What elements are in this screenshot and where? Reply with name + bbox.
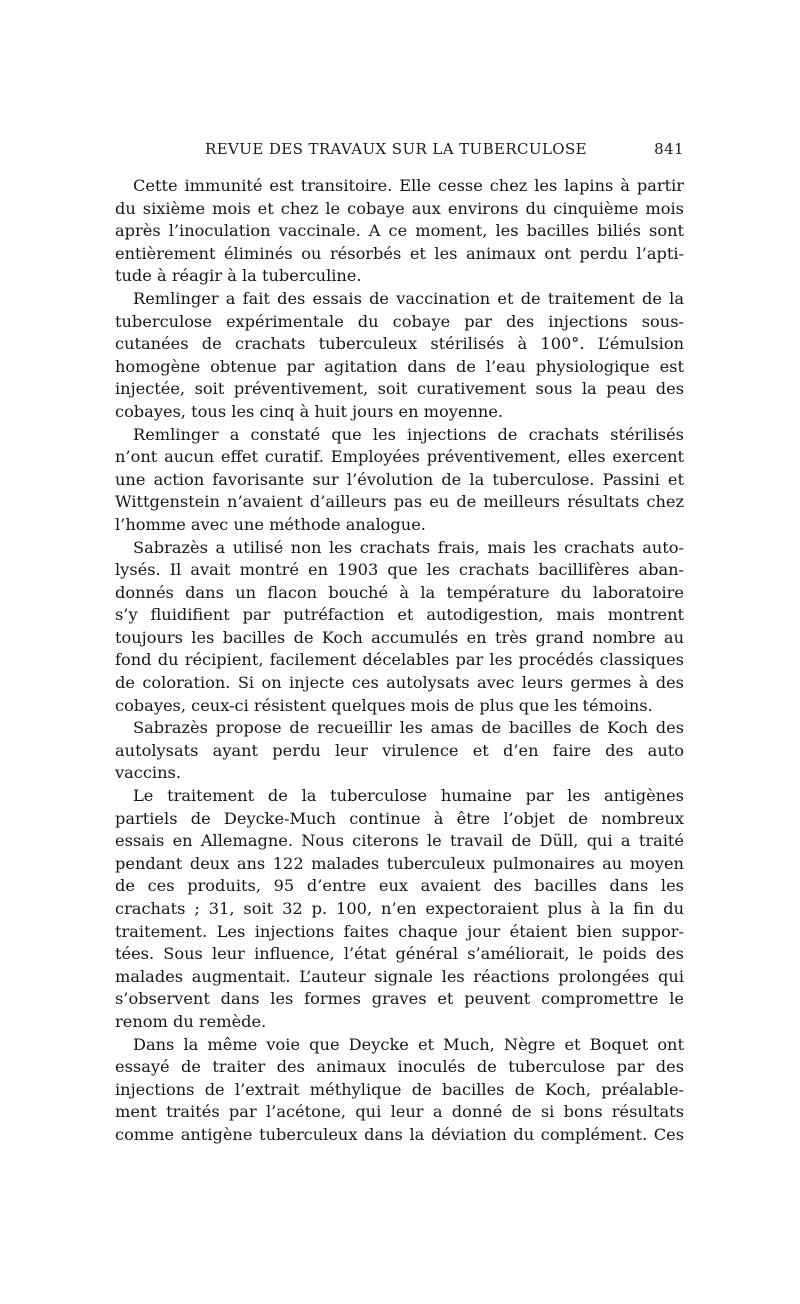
text-line: vaccins. [115,763,181,783]
text-line: essais en Allemagne. Nous citerons le travail de Düll, qui a traité [115,831,684,851]
text-line: tées. Sous leur influence, l’état général s’améliorait, le poids des [115,944,684,964]
text-line: n’ont aucun effet curatif. Employées préventivement, elles exercent [115,447,684,467]
text-line: entièrement éliminés ou résorbés et les animaux ont perdu l’apti- [115,243,684,263]
text-line: Wittgenstein n’avaient d’ailleurs pas eu de meilleurs résultats chez [115,492,684,512]
text-line: injectée, soit préventivement, soit curativement sous la peau des [115,379,684,399]
text-line: Sabrazès a utilisé non les crachats frais, mais les crachats auto- [133,537,684,557]
text-line: s’observent dans les formes graves et peuvent compromettre le [115,989,684,1009]
text-line: cobayes, ceux-ci résistent quelques mois de plus que les témoins. [115,695,653,715]
text-line: l’homme avec une méthode analogue. [115,514,426,534]
text-line: Remlinger a fait des essais de vaccination et de traitement de la [133,288,684,308]
text-line: une action favorisante sur l’évolution de la tuberculose. Passini et [115,469,684,489]
text-line: fond du récipient, facilement décelables par les procédés classiques [115,650,684,670]
text-line: du sixième mois et chez le cobaye aux environs du cinquième mois [115,198,684,218]
text-line: Cette immunité est transitoire. Elle cesse chez les lapins à partir [133,176,684,195]
page-number: 841 [654,140,684,158]
text-line: pendant deux ans 122 malades tuberculeux pulmonaires au moyen [115,853,684,873]
text-line: ment traités par l’acétone, qui leur a donné de si bons résultats [115,1102,684,1122]
text-line: après l’inoculation vaccinale. A ce moment, les bacilles biliés sont [115,221,684,241]
text-line: crachats ; 31, soit 32 p. 100, n’en expectoraient plus à la fin du [115,899,684,918]
text-line: de ces produits, 95 d’entre eux avaient des bacilles dans les [115,876,684,896]
body-text [115,175,684,1147]
text-line: Sabrazès propose de recueillir les amas de bacilles de Koch des [133,718,684,738]
text-line: s’y fluidifient par putréfaction et autodigestion, mais montrent [115,605,684,625]
text-line: tude à réagir à la tuberculine. [115,266,362,286]
running-title: REVUE DES TRAVAUX SUR LA TUBERCULOSE [205,140,588,158]
text-line: malades augmentait. L’auteur signale les réactions prolongées qui [115,966,684,986]
text-line: Dans la même voie que Deycke et Much, Nègre et Boquet ont [133,1034,684,1054]
text-line: toujours les bacilles de Koch accumulés en très grand nombre au [115,627,684,647]
text-line: Remlinger a constaté que les injections de crachats stérilisés [133,424,684,444]
text-line: partiels de Deycke-Much continue à être l’objet de nombreux [115,808,684,828]
text-line: cutanées de crachats tuberculeux stérilisés à 100°. L’émulsion [115,334,684,354]
text-line: de coloration. Si on injecte ces autolysats avec leurs germes à des [115,673,684,693]
text-line: cobayes, tous les cinq à huit jours en moyenne. [115,401,504,421]
text-line: injections de l’extrait méthylique de bacilles de Koch, préalable- [115,1079,684,1099]
text-line: Le traitement de la tuberculose humaine par les antigènes [133,786,684,806]
text-line: tuberculose expérimentale du cobaye par des injections sous- [115,311,684,331]
text-line: homogène obtenue par agitation dans de l’eau physiologique est [115,356,684,376]
text-line: donnés dans un flacon bouché à la température du laboratoire [115,582,684,602]
text-line: renom du remède. [115,1011,267,1031]
text-line: comme antigène tuberculeux dans la déviation du complément. Ces [115,1124,684,1144]
text-line: autolysats ayant perdu leur virulence et d’en faire des auto [115,740,684,760]
text-line: essayé de traiter des animaux inoculés de tuberculose par des [115,1057,684,1077]
text-line: traitement. Les injections faites chaque jour étaient bien suppor- [115,921,684,941]
text-line: lysés. Il avait montré en 1903 que les crachats bacillifères aban- [115,560,684,580]
running-head [115,140,684,162]
